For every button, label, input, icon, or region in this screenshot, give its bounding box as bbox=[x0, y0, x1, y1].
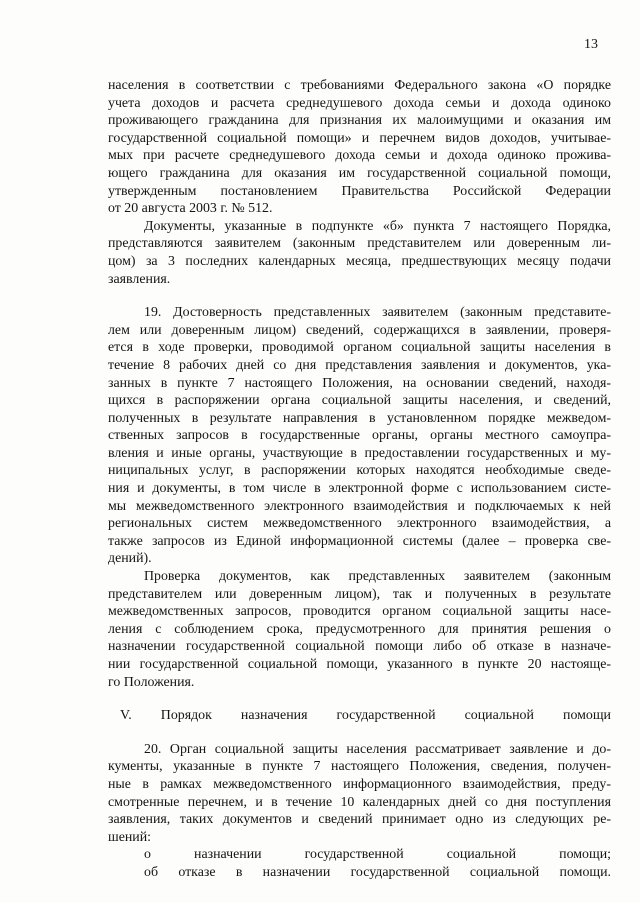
text-line: дений). bbox=[108, 551, 152, 567]
text-line: го Положения. bbox=[108, 674, 195, 690]
document-body bbox=[108, 77, 611, 882]
text-line: шений: bbox=[108, 829, 152, 845]
paragraph-income-law bbox=[108, 77, 611, 218]
text-line: щихся в распоряжении органа социальной защиты населения, и сведений, bbox=[108, 393, 611, 409]
page-number: 13 bbox=[584, 37, 598, 52]
text-line: государственной социальной помощи» и перечнем видов доходов, учитывае- bbox=[108, 130, 611, 146]
list-item: об отказе в назначении государственной социальной помощи. bbox=[144, 864, 611, 880]
paragraph-20-decision bbox=[108, 741, 611, 847]
paragraph-documents-period bbox=[108, 218, 611, 288]
text-line: Проверка документов, как представленных заявителем (законным bbox=[144, 569, 611, 585]
text-line: полученных в результате направления в установленном порядке межведом- bbox=[108, 410, 611, 426]
text-line: ется в ходе проверки, проводимой органом социальной защиты населения в bbox=[108, 340, 611, 356]
text-line: представителем или доверенным лицом), так и полученных в результате bbox=[108, 586, 611, 602]
text-line: межведомственных запросов, проводится органом социальной защиты насе- bbox=[108, 604, 611, 620]
text-line: течение 8 рабочих дней со дня представления заявления и документов, ука- bbox=[108, 357, 611, 373]
text-line: также запросов из Единой информационной системы (далее – проверка све- bbox=[108, 533, 611, 549]
text-line: учета доходов и расчета среднедушевого дохода семьи и дохода одиноко bbox=[108, 95, 611, 111]
text-line: представляются заявителем (законным представителем или доверенным ли- bbox=[108, 236, 611, 252]
text-line: кументы, указанные в пункте 7 настоящего Положения, сведения, получен- bbox=[108, 759, 611, 775]
text-line: ющего гражданина для оказания им государственной социальной помощи, bbox=[108, 165, 611, 181]
text-line: региональных систем межведомственного электронного взаимодействия, а bbox=[108, 516, 611, 532]
text-line: ные в рамках межведомственного информационного взаимодействия, преду- bbox=[108, 776, 611, 792]
section-heading: V. Порядок назначения государственной социальной помощи bbox=[120, 708, 611, 724]
text-line: ственных запросов в государственные органы, органы местного самоупра- bbox=[108, 428, 611, 444]
section-spacer bbox=[108, 691, 611, 707]
text-line: от 20 августа 2003 г. № 512. bbox=[108, 201, 273, 217]
text-line: лем или доверенным лицом) сведений, содержащихся в заявлении, проверя- bbox=[108, 322, 611, 338]
text-line: проживающего гражданина для признания их малоимущими и оказания им bbox=[108, 113, 611, 129]
text-line: смотренные перечнем, и в течение 10 календарных дней со дня поступления bbox=[108, 794, 611, 810]
text-line: Документы, указанные в подпункте «б» пункта 7 настоящего Порядка, bbox=[144, 218, 611, 234]
text-line: утвержденным постановлением Правительства Российской Федерации bbox=[108, 183, 611, 199]
text-line: населения в соответствии с требованиями Федерального закона «О порядке bbox=[108, 78, 611, 93]
text-line: мы межведомственного электронного взаимодействия и подключаемых к ней bbox=[108, 498, 611, 514]
text-line: цом) за 3 последних календарных месяца, предшествующих месяцу подачи bbox=[108, 253, 611, 269]
paragraph-19-verification bbox=[108, 304, 611, 568]
paragraph-documents-check bbox=[108, 568, 611, 691]
text-line: вления и иные органы, участвующие в предоставлении государственных и му- bbox=[108, 445, 611, 461]
text-line: 19. Достоверность представленных заявителем (законным представите- bbox=[144, 305, 611, 321]
text-line: занных в пункте 7 настоящего Положения, на основании сведений, находя- bbox=[108, 375, 611, 391]
text-line: ления с соблюдением срока, предусмотренного для принятия решения о bbox=[108, 621, 611, 637]
text-line: заявления. bbox=[108, 271, 171, 287]
section-spacer bbox=[108, 725, 611, 741]
text-line: 20. Орган социальной защиты населения рассматривает заявление и до- bbox=[144, 741, 611, 757]
text-line: ниципальных услуг, в распоряжении которых находятся необходимые сведе- bbox=[108, 463, 611, 479]
paragraph-spacer bbox=[108, 288, 611, 304]
list-item: о назначении государственной социальной помощи; bbox=[144, 847, 611, 863]
text-line: ния и документы, в том числе в электронной форме с использованием систе- bbox=[108, 481, 611, 497]
text-line: нии государственной социальной помощи, указанного в пункте 20 настояще- bbox=[108, 657, 611, 672]
text-line: заявления, таких документов и сведений принимает одно из следующих ре- bbox=[108, 812, 611, 828]
text-line: мых при расчете среднедушевого дохода семьи и дохода одиноко прожива- bbox=[108, 148, 611, 164]
text-line: назначении государственной социальной помощи либо об отказе в назначе- bbox=[108, 639, 611, 655]
